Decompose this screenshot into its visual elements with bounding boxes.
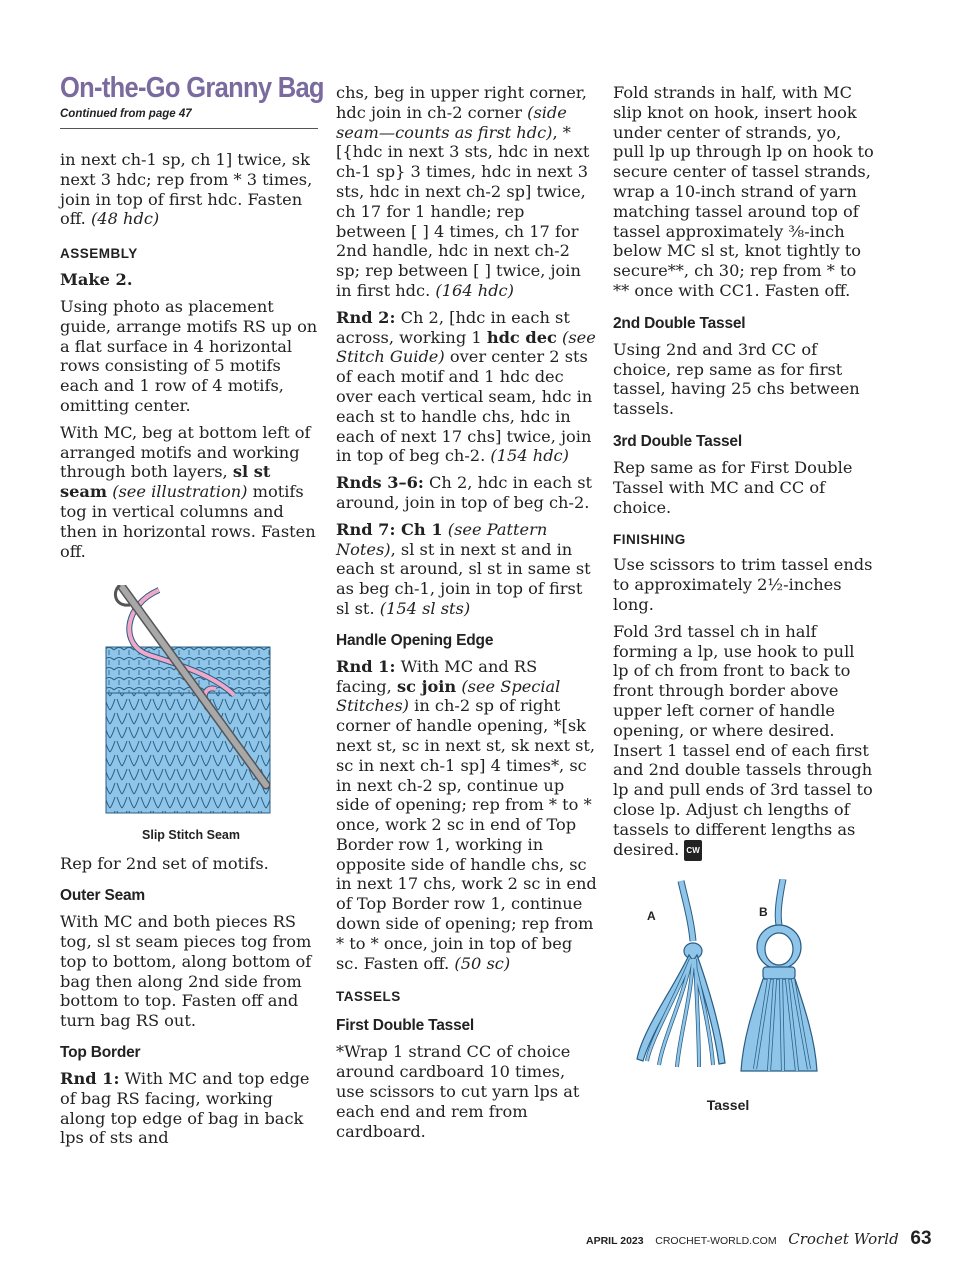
paragraph: Rnd 1: With MC and RS facing, sc join (see Special Stitches) in ch-2 sp of right corner of handle opening, *[sk next st, sc in next st, sk next st, sc in next ch-1 sp] 4 times*, sc in next ch-2 sp, continue up side of opening; rep from * to * once, work 2 sc in end of Top Border row 1, working in opposite side of handle chs, sc in next 17 chs, work 2 sc in end of Top Border row 1, continue down side of opening; rep from * to * once, join in top of beg sc. Fasten off. (50 sc) — [336, 656, 597, 973]
paragraph: Using 2nd and 3rd CC of choice, rep same as for first tassel, having 25 chs between tassels. — [613, 339, 860, 419]
third-double-tassel-heading: 3rd Double Tassel — [613, 432, 742, 450]
paragraph: Rnd 2: Ch 2, [hdc in each st across, working 1 hdc dec (see Stitch Guide) over center 2 sts of each motif and 1 hdc dec over each vertical seam, hdc in each st to handle chs, hdc in each of next 17 chs] twice, join in top of beg ch-2. (154 hdc) — [336, 307, 596, 466]
make-instruction: Make 2. — [60, 270, 133, 290]
tassel-drawing — [613, 879, 875, 1089]
paragraph: With MC, beg at bottom left of arranged motifs and working through both layers, sl st seam (see illustration) motifs tog in vertical columns and then in horizontal rows. Fasten off. — [60, 422, 316, 561]
page-footer — [586, 1228, 932, 1250]
paragraph: Fold 3rd tassel ch in half forming a lp, use hook to pull lp of ch from front to back to front through border above upper left corner of handle opening, or where desired. Insert 1 tassel end of each first and 2nd double tassels through lp and pull ends of 3rd tassel to close lp. Adjust ch lengths of tassels to different lengths as desired. CW — [613, 622, 875, 862]
tassel-caption: Tassel — [706, 1097, 750, 1114]
second-double-tassel-heading: 2nd Double Tassel — [613, 314, 746, 332]
paragraph: Rnd 1: With MC and top edge of bag RS facing, working along top edge of bag in back lps of sts and — [60, 1068, 310, 1148]
site-url: CROCHET-WORLD.COM — [655, 1235, 777, 1247]
handle-opening-heading: Handle Opening Edge — [336, 631, 494, 649]
magazine-name: Crochet World — [788, 1230, 899, 1248]
paragraph: Rnd 7: Ch 1 (see Pattern Notes), sl st in next st and in each st around, sl st in same st as beg ch-1, join in top of first sl st. (154 sl sts) — [336, 519, 591, 618]
tassels-heading: TASSELS — [336, 989, 401, 1005]
paragraph: Fold strands in half, with MC slip knot on hook, insert hook under center of strands, yo, pull lp up through lp on hook to secure center of tassel strands, wrap a 10-inch strand of yarn matching tassel around top of tassel approximately ⅜-inch below MC sl st, knot tightly to secure**, ch 30; rep from * to ** once with CC1. Fasten off. — [613, 83, 874, 300]
article-title: On-the-Go Granny Bag — [60, 72, 324, 104]
paragraph: *Wrap 1 strand CC of choice around cardboard 10 times, use scissors to cut yarn lps at each end and rem from cardboard. — [336, 1042, 580, 1141]
column-1 — [60, 150, 322, 1148]
slip-stitch-seam-illustration — [104, 585, 274, 820]
continued-note: Continued from page 47 — [60, 108, 192, 120]
paragraph: With MC and both pieces RS tog, sl st seam pieces tog from top to bottom, along bottom of bag then along 2nd side from bottom to top. Fasten off and turn bag RS out. — [60, 912, 312, 1031]
paragraph: Rnds 3–6: Ch 2, hdc in each st around, join in top of beg ch-2. — [336, 473, 593, 512]
paragraph: Use scissors to trim tassel ends to approximately 2½-inches long. — [613, 555, 873, 614]
top-border-heading: Top Border — [60, 1043, 141, 1061]
paragraph: in next ch-1 sp, ch 1] twice, sk next 3 hdc; rep from * 3 times, join in top of first hdc. Fasten off. (48 hdc) — [60, 150, 313, 229]
title-rule — [60, 128, 318, 129]
first-double-tassel-heading: First Double Tassel — [336, 1017, 475, 1035]
column-3 — [613, 83, 875, 1129]
page-number: 63 — [910, 1228, 932, 1249]
issue-date: APRIL 2023 — [586, 1235, 644, 1247]
tassel-label-b: B — [759, 905, 768, 920]
paragraph: Using photo as placement guide, arrange motifs RS up on a flat surface in 4 horizontal rows consisting of 5 motifs each and 1 row of 4 motifs, omitting center. — [60, 296, 318, 415]
outer-seam-heading: Outer Seam — [60, 887, 146, 905]
column-2 — [336, 83, 598, 1141]
tassel-label-a: A — [647, 909, 656, 924]
paragraph: Rep for 2nd set of motifs. — [60, 854, 269, 874]
paragraph: Rep same as for First Double Tassel with MC and CC of choice. — [613, 457, 853, 517]
finishing-heading: FINISHING — [613, 532, 686, 548]
assembly-heading: ASSEMBLY — [60, 246, 138, 262]
illustration-caption: Slip Stitch Seam — [142, 828, 240, 843]
tassel-illustration — [613, 879, 875, 1129]
cw-end-mark: CW — [684, 840, 701, 862]
paragraph: chs, beg in upper right corner, hdc join in ch-2 corner (side seam—counts as first hdc), *[{hdc in next 3 sts, hdc in next ch-1 sp} 3 times, hdc in next 3 sts, hdc in next ch-2 sp] twice, ch 17 for 1 handle; rep between [ ] 4 times, ch 17 for 2nd handle, hdc in next ch-2 sp; rep between [ ] twice, join in first hdc. (164 hdc) — [336, 83, 590, 300]
